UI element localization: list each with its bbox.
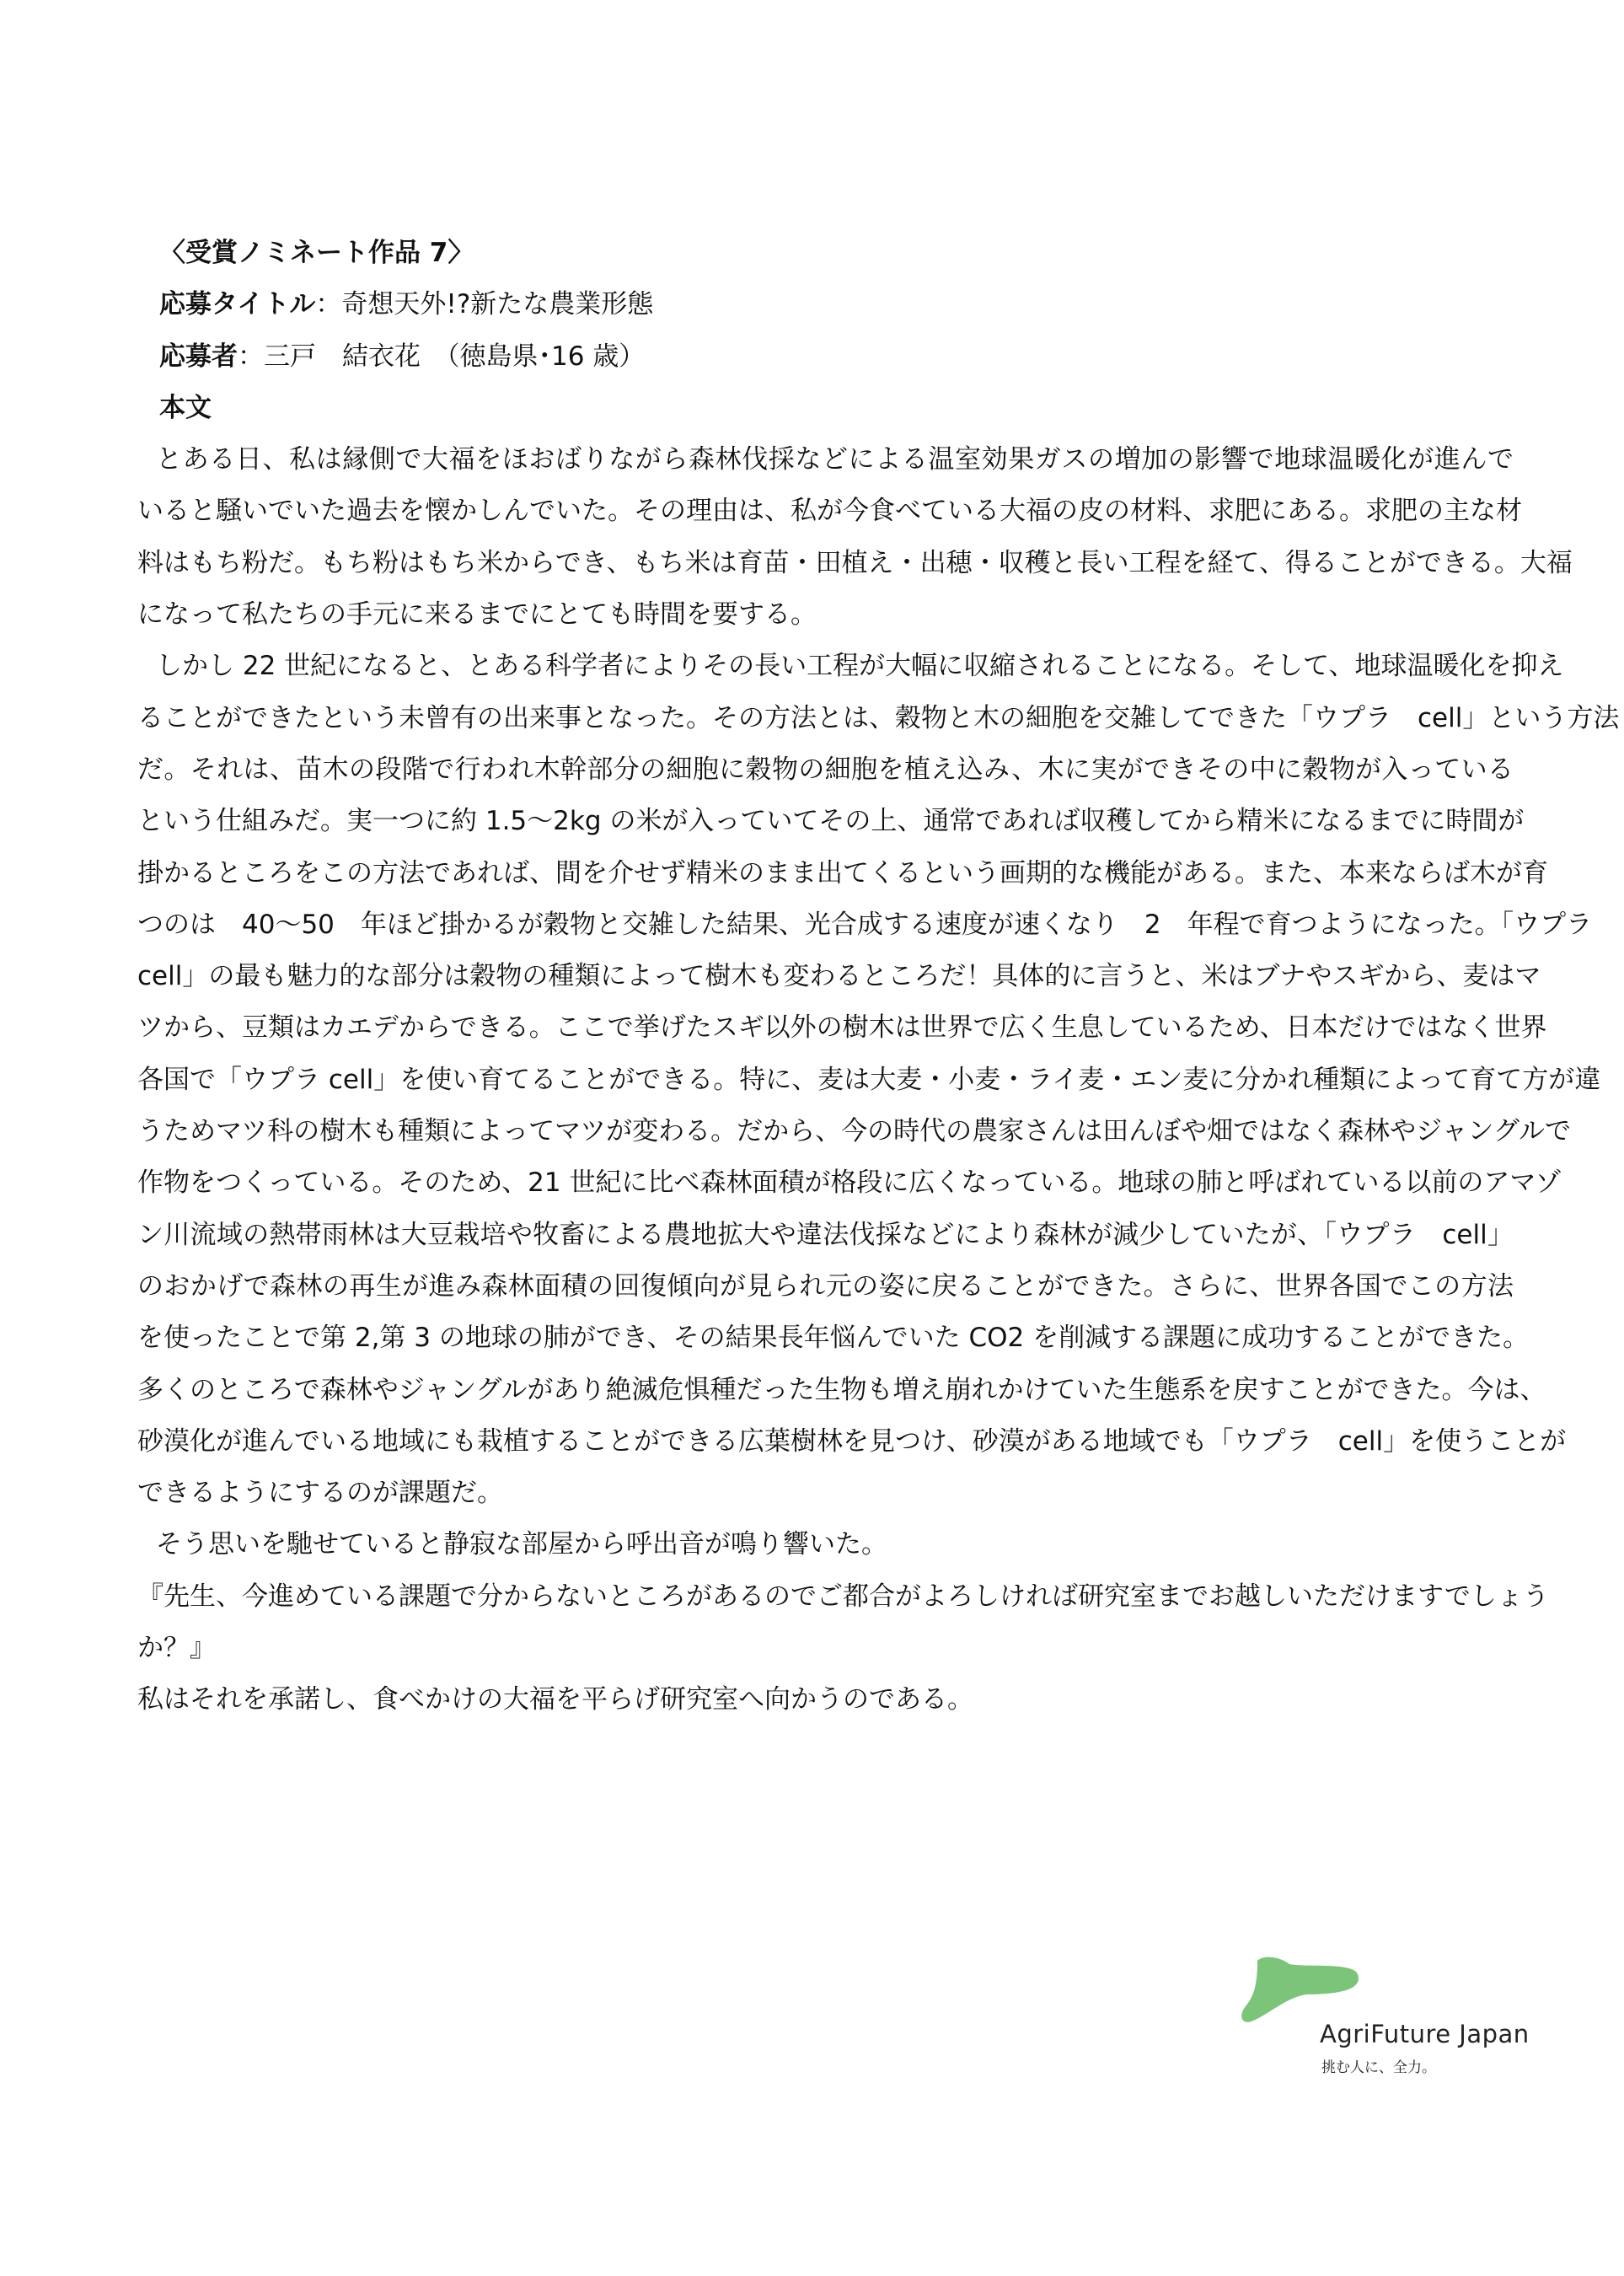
- text-line: とある日、私は縁側で大福をほおばりながら森林伐採などによる温室効果ガスの増加の影響で地球温暖化が進んで: [156, 444, 1514, 475]
- text-line: 作物をつくっている。そのため、21 世紀に比べ森林面積が格段に広くなっている。地球の肺と呼ばれている以前のアマゾ: [137, 1168, 1562, 1199]
- entry-heading: 〈受賞ノミネート作品 7〉: [159, 238, 474, 268]
- document-body: [137, 228, 1620, 1726]
- text-line: 掛かるところをこの方法であれば、間を介せず精米のまま出てくるという画期的な機能がある。また、本来ならば木が育: [137, 857, 1548, 888]
- text-line: か？』: [137, 1633, 216, 1664]
- text-line: ツから、豆類はカエデからできる。ここで挙げたスギ以外の樹木は世界で広く生息しているため、日本だけではなく世界: [137, 1012, 1547, 1044]
- text-line: を使ったことで第 2,第 3 の地球の肺ができ、その結果長年悩んでいた CO2 を削減する課題に成功することができた。: [137, 1323, 1530, 1354]
- author-label: 応募者: [159, 341, 238, 372]
- text-line: 『先生、今進めている課題で分からないところがあるのでご都合がよろしければ研究室までお越しいただけますでしょう: [137, 1581, 1549, 1612]
- entry-title-row: [137, 279, 1514, 330]
- logo-tagline: 挑む人に、全力。: [1321, 2059, 1436, 2076]
- text-line: ることができたという未曾有の出来事となった。その方法とは、穀物と木の細胞を交雑してできた「ウプラ cell」という方法: [137, 702, 1620, 733]
- text-line: という仕組みだ。実一つに約 1.5～2kg の米が入っていてその上、通常であれば収穫してから精米になるまでに時間が: [137, 806, 1525, 837]
- logo-name: AgriFuture Japan: [1320, 2020, 1530, 2048]
- text-line: うためマツ科の樹木も種類によってマツが変わる。だから、今の時代の農家さんは田んぼや畑ではなく森林やジャングルで: [137, 1116, 1571, 1147]
- text-line: 各国で「ウプラ cell」を使い育てることができる。特に、麦は大麦・小麦・ライ麦・エン麦に分かれ種類によって育て方が違: [137, 1064, 1601, 1095]
- text-line: 料はもち粉だ。もち粉はもち米からでき、もち米は育苗・田植え・出穂・収穫と長い工程を経て、得ることができる。大福: [137, 547, 1573, 578]
- body-label: 本文: [159, 392, 212, 423]
- text-line: だ。それは、苗木の段階で行われ木幹部分の細胞に穀物の細胞を植え込み、木に実ができその中に穀物が入っている: [137, 754, 1514, 785]
- text-line: そう思いを馳せていると静寂な部屋から呼出音が鳴り響いた。: [156, 1529, 887, 1560]
- text-line: いると騒いでいた過去を懐かしんでいた。その理由は、私が今食べている大福の皮の材料、求肥にある。求肥の主な材: [137, 496, 1522, 527]
- text-line: cell」の最も魅力的な部分は穀物の種類によって樹木も変わるところだ！具体的に言うと、米はブナやスギから、麦はマ: [137, 961, 1541, 992]
- text-line: しかし 22 世紀になると、とある科学者によりその長い工程が大幅に収縮されることになる。そして、地球温暖化を抑え: [156, 651, 1564, 682]
- text-line: 多くのところで森林やジャングルがあり絶滅危惧種だった生物も増え崩れかけていた生態系を戻すことができた。今は、: [137, 1374, 1546, 1405]
- entry-author-row: [137, 331, 1514, 383]
- author-separator: ：: [238, 341, 264, 372]
- text-line: できるようにするのが課題だ。: [137, 1478, 503, 1509]
- text-line: ン川流域の熱帯雨林は大豆栽培や牧畜による農地拡大や違法伐採などにより森林が減少していたが、「ウプラ cell」: [137, 1219, 1514, 1250]
- text-line: のおかげで森林の再生が進み森林面積の回復傾向が見られ元の姿に戻ることができた。さらに、世界各国でこの方法: [137, 1270, 1514, 1302]
- title-value: 奇想天外!?新たな農業形態: [341, 289, 654, 320]
- essay-text: [137, 434, 1620, 1726]
- title-separator: ：: [315, 289, 342, 320]
- title-label: 応募タイトル: [159, 289, 316, 320]
- agrifuture-logo: [1239, 1956, 1530, 2091]
- author-value: 三戸 結衣花 （徳島県･16 歳）: [264, 341, 646, 372]
- text-line: つのは 40～50 年ほど掛かるが穀物と交雑した結果、光合成する速度が速くなり 2 年程で育つようになった。「ウプラ: [137, 909, 1593, 940]
- text-line: 私はそれを承諾し、食べかけの大福を平らげ研究室へ向かうのである。: [137, 1684, 973, 1715]
- text-line: 砂漠化が進んでいる地域にも栽植することができる広葉樹林を見つけ、砂漠がある地域でも「ウプラ cell」を使うことが: [137, 1425, 1567, 1457]
- text-line: になって私たちの手元に来るまでにとても時間を要する。: [137, 599, 817, 631]
